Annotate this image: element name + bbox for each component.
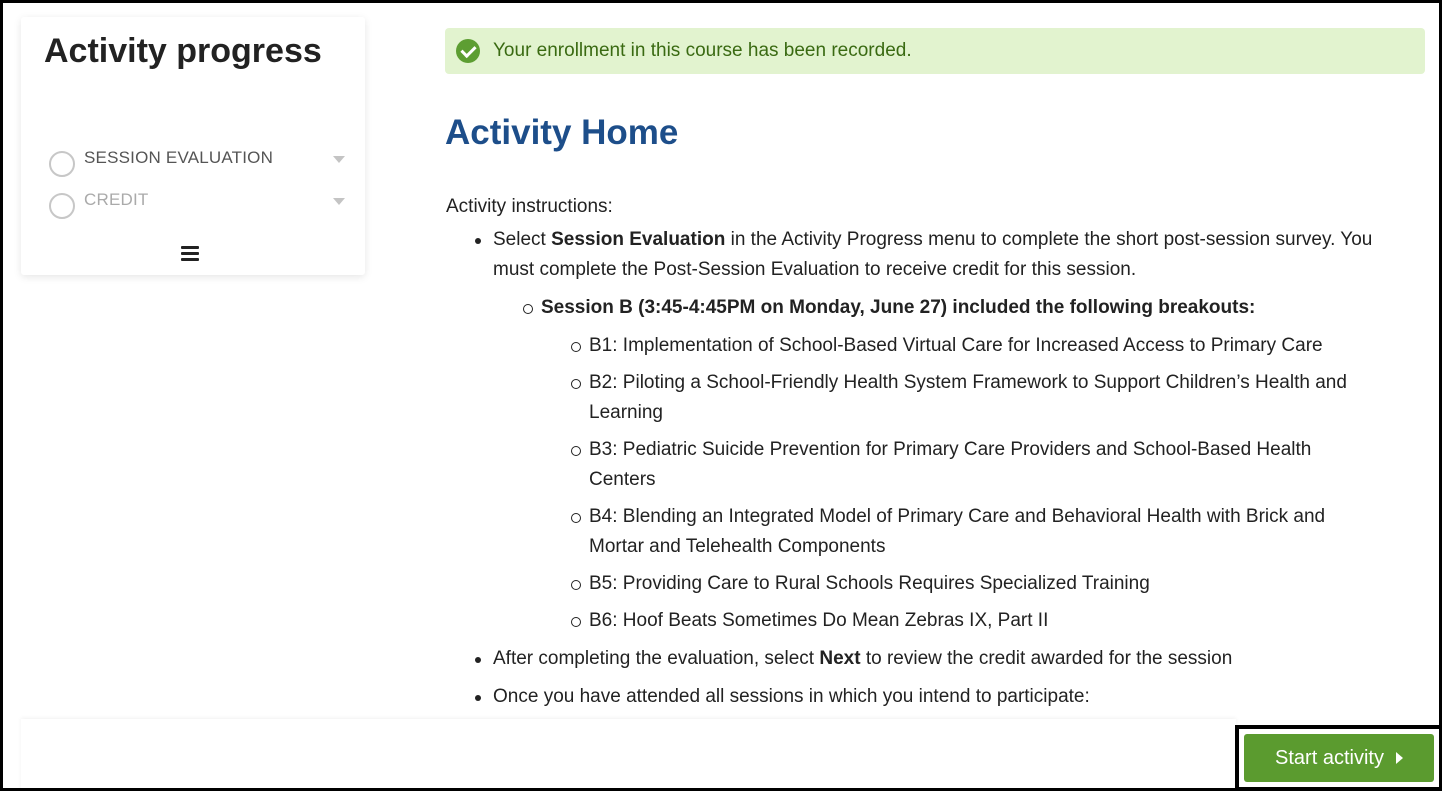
caret-right-icon [1396,752,1403,764]
session-evaluation-emphasis: Session Evaluation [551,229,726,250]
breakout-item: B4: Blending an Integrated Model of Primary Care and Behavioral Health with Brick and Mortar and Telehealth Components [589,502,1373,562]
list-item: After completing the evaluation, select Next to review the credit awarded for the session [493,644,1416,674]
breakout-item: B1: Implementation of School-Based Virtual Care for Increased Access to Primary Care [589,331,1373,361]
status-circle-icon [49,151,75,177]
list-item [541,293,1373,636]
sidebar-title: Activity progress [44,32,322,70]
instructions-label: Activity instructions: [446,196,613,217]
instructions-list [446,225,1416,712]
page-title: Activity Home [445,113,679,152]
alert-message: Your enrollment in this course has been recorded. [493,40,912,61]
session-heading: Session B (3:45-4:45PM on Monday, June 27) included the following breakouts: [541,297,1256,318]
hamburger-menu-icon[interactable] [181,246,199,262]
chevron-down-icon[interactable] [333,156,345,163]
list-item: Once you have attended all sessions in which you intend to participate: [493,682,1416,712]
activity-progress-panel [21,17,365,275]
chevron-down-icon[interactable] [333,198,345,205]
breakout-item: B3: Pediatric Suicide Prevention for Primary Care Providers and School-Based Health Centers [589,435,1373,495]
instructions-content [446,225,1416,720]
breakout-item: B6: Hoof Beats Sometimes Do Mean Zebras IX, Part II [589,606,1373,636]
progress-item-label: CREDIT [84,190,149,209]
breakout-list [541,331,1373,636]
progress-item-session-evaluation[interactable] [49,145,339,175]
start-activity-button[interactable] [1244,734,1434,782]
start-activity-label: Start activity [1275,746,1384,769]
status-circle-icon [49,193,75,219]
check-circle-icon [456,39,480,63]
session-list [493,293,1373,636]
list-item: Select Session Evaluation in the Activity Progress menu to complete the short post-session survey. You must complete the Post-Session Evaluation to receive credit for this session. Session B (3:45-4:45PM on Monday, June 27) included the following breakouts: B1: Implementation of School-Based Virtual Care for Increased Access to Primary Care B2: Piloting a School-Friendly Health System Framework to Support Children’s Health and Learning B3: Pediatric Suicide Prevention for Primary Care Providers and School-Based Health Centers B4: Blending an Integrated Model of Primary Care and Behavioral Health with Brick and Mortar and Telehealth Components B5: Providing Care to Rural Schools Requires Specialized Training B6: Hoof Beats Sometimes Do Mean Zebras IX, Part II [493,225,1373,636]
breakout-item: B2: Piloting a School-Friendly Health System Framework to Support Children’s Health and Learning [589,368,1373,428]
breakout-item: B5: Providing Care to Rural Schools Requires Specialized Training [589,569,1373,599]
progress-item-credit[interactable] [49,187,339,217]
next-emphasis: Next [819,648,861,669]
footer-bar [21,719,1236,791]
start-button-highlight [1235,725,1442,791]
enrollment-success-alert [445,28,1425,74]
progress-item-label: SESSION EVALUATION [84,148,274,167]
